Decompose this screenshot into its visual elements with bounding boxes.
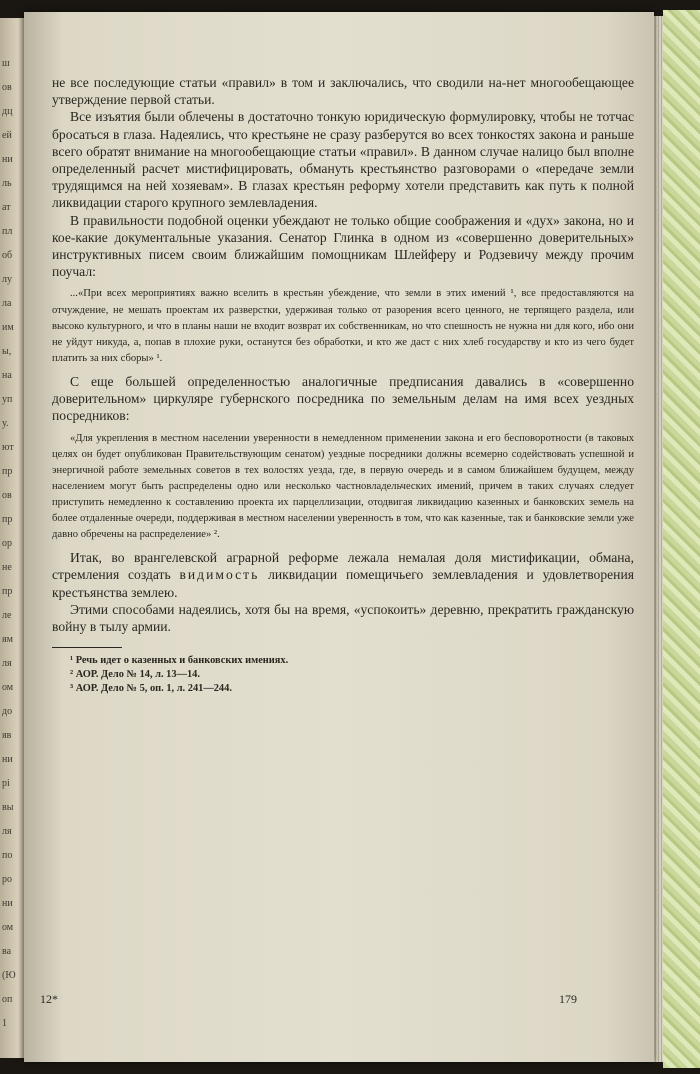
left-page-fragment: лу — [2, 274, 12, 285]
left-page-fragment: ов — [2, 490, 12, 501]
left-page-fragment: ей — [2, 130, 12, 141]
left-page-fragment: оп — [2, 994, 13, 1005]
paragraph-6: Этими способами надеялись, хотя бы на время, «успокоить» деревню, прекратить гражданскую войну в тылу армии. — [52, 601, 634, 634]
left-page-fragment: пр — [2, 466, 13, 477]
quotation-2: «Для укрепления в местном населении уверенности в немедленном применении закона и его бесповоротности (в таковых целях он будет опубликован Правительствующим сенатом) уездные посредники должны всемерно содействовать успешной и энергичной работе земельных советов в тех волостях уезда, где, в первую очередь и в самом ближайшем будущем, между населением могут быть распределены одно или несколько частновладельческих имений, причем в таких случаях следует приступить немедленно к составлению проекта их парцеллизации, отодвигая ликвидацию казенных и банковских земель на более отдаленные очереди, поддерживая в местном населении уверенность в том, что как казенные, так и банковские земли уже давно обречены на распределение» ². — [52, 432, 634, 541]
left-page-fragment: ни — [2, 754, 13, 765]
left-page-fragment: им — [2, 322, 14, 333]
left-page-fragment: об — [2, 250, 13, 261]
paragraph-5-end: ликвидации помещичьего землевладения и удовлетворения крестьянства землею. — [52, 567, 634, 600]
left-page-fragment: рі — [2, 778, 10, 789]
paragraph-5-spaced-word: видимость — [179, 567, 260, 583]
left-page-fragment: ле — [2, 610, 12, 621]
left-page-fragment: пр — [2, 586, 13, 597]
left-page-fragment: вы — [2, 802, 14, 813]
signature-mark: 12* — [40, 992, 58, 1006]
left-page-fragment: ни — [2, 898, 13, 909]
paragraph-1: не все последующие статьи «правил» в том и заключались, что сводили на-нет многообещающее утверждение первой статьи. — [52, 75, 634, 108]
left-page-fragment: ов — [2, 82, 12, 93]
left-page-fragment: ор — [2, 538, 12, 549]
book-cover-edge — [663, 10, 700, 1068]
left-page-fragment: ям — [2, 634, 13, 645]
left-page-fragment: (Ю — [2, 970, 16, 981]
page-text — [52, 74, 634, 696]
footnote-divider — [52, 647, 122, 648]
left-page-fragment: на — [2, 370, 12, 381]
left-page-fragment: пл — [2, 226, 13, 237]
footnote-2: ² АОР. Дело № 14, л. 13—14. — [70, 669, 200, 681]
footnote-3: ³ АОР. Дело № 5, оп. 1, л. 241—244. — [70, 683, 232, 695]
paragraph-4: С еще большей определенностью аналогичные предписания давались в «совершенно доверительном» циркуляре губернского посредника по земельным делам на имя всех уездных посредников: — [52, 373, 634, 424]
paragraph-3: В правильности подобной оценки убеждают не только общие соображения и «дух» закона, но и кое-какие документальные указания. Сенатор Глинка в одном из «совершенно доверительных» инструктивных писем своим ближайшим помощникам Шлейферу и Родзевичу между прочим поучал: — [52, 212, 634, 280]
paragraph-5-start: Итак, во врангелевской аграрной реформе лежала немалая доля мистификации, обмана, стремления создать — [52, 550, 634, 583]
left-page-fragment: пр — [2, 514, 13, 525]
left-page-fragment: ль — [2, 178, 12, 189]
quotation-1: ...«При всех мероприятиях важно вселить в крестьян убеждение, что земли в этих имений ¹, все предоставляются на отчуждение, не мешать проектам их разверстки, удерживая только от разорения всего ценного, не терпящего раздела, или высоко культурного, и что в планы наши не входит возврат их собственникам, но что спешность не нужна ни для кого, ибо они не уйдут никуда, а, попав в плохие руки, останутся без обработки, и кто же даст с них хлеб государству и кто из чего будет платить за них сборы» ¹. — [52, 288, 634, 364]
book-page — [24, 12, 654, 1062]
left-page-fragment: ом — [2, 682, 14, 693]
page-number: 179 — [559, 992, 577, 1006]
left-page-fragment: ы, — [2, 346, 12, 357]
left-page-fragment: ом — [2, 922, 14, 933]
left-page-fragment: по — [2, 850, 13, 861]
left-page-fragment: ля — [2, 658, 12, 669]
left-page-fragment: ва — [2, 946, 12, 957]
left-page-fragment: до — [2, 706, 13, 717]
left-page-fragment: ни — [2, 154, 13, 165]
paragraph-2: Все изъятия были облечены в достаточно тонкую юридическую формулировку, чтобы не тотчас бросаться в глаза. Надеялись, что крестьяне не сразу разберутся во всех тонкостях закона и раньше всего обратят внимание на многообещающие статьи «правил». В данном случае налицо был вполне определенный расчет мистифицировать, обмануть крестьянство разговорами о «передаче земли трудящимся на ней хозяевам». В глазах крестьян реформу хотели представить как путь к полной ликвидации старого крупного землевладения. — [52, 109, 634, 211]
left-page-fragment: яв — [2, 730, 12, 741]
left-page-fragment: у. — [2, 418, 9, 429]
left-page-fragment: ат — [2, 202, 11, 213]
left-page-fragment: 1 — [2, 1018, 7, 1029]
left-page-fragment: не — [2, 562, 12, 573]
left-page-fragment: ла — [2, 298, 12, 309]
left-page-fragment: уп — [2, 394, 13, 405]
footnote-1: ¹ Речь идет о казенных и банковских имениях. — [70, 655, 289, 667]
left-page-fragment: ро — [2, 874, 12, 885]
left-page-fragment: ш — [2, 58, 10, 69]
left-page-fragment: дц — [2, 106, 13, 117]
left-page-fragment: ют — [2, 442, 14, 453]
paragraph-5 — [52, 549, 634, 601]
left-page-fragment: ля — [2, 826, 12, 837]
